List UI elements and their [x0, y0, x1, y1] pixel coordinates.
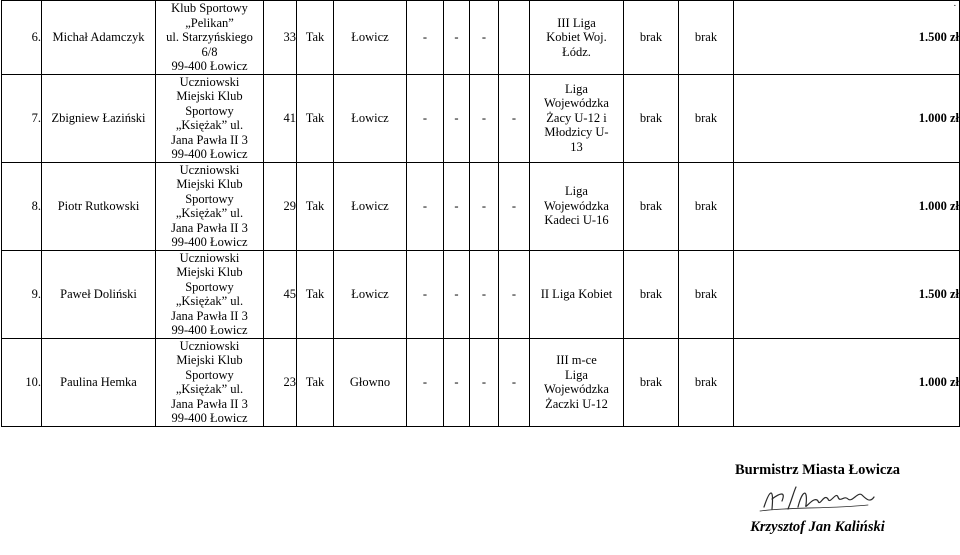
row-number: 9. — [2, 250, 42, 338]
award-amount: 1.000 zł — [734, 162, 960, 250]
dash-cell: - — [499, 162, 530, 250]
club-line: „Księżak” ul. — [175, 294, 244, 308]
row-number: 7. — [2, 74, 42, 162]
league-line: 13 — [570, 139, 583, 154]
club-line: „Pelikan” — [185, 15, 234, 30]
league-line: Kadeci U-16 — [544, 213, 609, 228]
table-row — [2, 1, 960, 75]
club-line: Uczniowski — [179, 250, 240, 265]
award-amount: 1.000 zł — [734, 74, 960, 162]
club-line: Uczniowski — [179, 162, 240, 177]
brak-cell: brak — [679, 1, 734, 75]
city-name: Łowicz — [334, 162, 407, 250]
person-name: Zbigniew Łaziński — [42, 74, 156, 162]
club-address — [156, 1, 264, 75]
city-name: Łowicz — [334, 250, 407, 338]
dash-cell: - — [499, 338, 530, 426]
dash-cell: - — [407, 162, 444, 250]
value-flag: Tak — [297, 162, 334, 250]
value-number: 29 — [264, 162, 297, 250]
dash-cell: - — [499, 74, 530, 162]
club-line: 99-400 Łowicz — [171, 411, 248, 425]
award-amount: 1.500 zł — [734, 250, 960, 338]
league-name — [530, 74, 624, 162]
brak-cell: brak — [679, 250, 734, 338]
club-line: Jana Pawła II 3 — [171, 308, 248, 323]
value-number: 41 — [264, 74, 297, 162]
club-line: Sportowy — [185, 279, 234, 294]
club-line: Miejski Klub — [176, 353, 243, 367]
value-number: 45 — [264, 250, 297, 338]
value-flag: Tak — [297, 1, 334, 75]
dash-cell: - — [499, 250, 530, 338]
city-name: Łowicz — [334, 1, 407, 75]
brak-cell: brak — [624, 162, 679, 250]
league-line: Łódz. — [562, 44, 591, 59]
value-flag: Tak — [297, 338, 334, 426]
dash-cell: - — [470, 1, 499, 75]
club-address — [156, 338, 264, 426]
club-line: „Księżak” ul. — [175, 382, 244, 396]
club-line: Sportowy — [185, 367, 234, 382]
signature-title: Burmistrz Miasta Łowicza — [734, 462, 901, 478]
club-address — [156, 162, 264, 250]
award-amount: 1.000 zł — [734, 338, 960, 426]
awards-table — [1, 0, 960, 427]
league-name — [530, 1, 624, 75]
dash-cell: - — [444, 338, 470, 426]
signatory-name: Krzysztof Jan Kaliński — [750, 519, 885, 535]
dash-cell: - — [407, 250, 444, 338]
league-name — [530, 250, 624, 338]
person-name: Paweł Doliński — [42, 250, 156, 338]
club-line: 99-400 Łowicz — [171, 323, 248, 337]
club-line: 99-400 Łowicz — [171, 235, 248, 249]
league-line: Wojewódzka — [544, 198, 609, 213]
dash-cell: - — [407, 1, 444, 75]
club-address — [156, 74, 264, 162]
table-row — [2, 250, 960, 338]
league-line: Kobiet Woj. — [546, 30, 607, 44]
club-line: Sportowy — [185, 103, 234, 118]
club-line: Miejski Klub — [176, 89, 243, 103]
brak-cell: brak — [679, 74, 734, 162]
club-line: Miejski Klub — [176, 177, 243, 191]
club-line: „Księżak” ul. — [175, 206, 244, 220]
brak-cell: brak — [679, 162, 734, 250]
dash-cell: - — [470, 162, 499, 250]
league-line: Wojewódzka — [544, 96, 609, 111]
table-row — [2, 162, 960, 250]
league-line: Liga — [565, 367, 588, 382]
table-body — [2, 1, 960, 427]
dash-cell: - — [444, 74, 470, 162]
city-name: Łowicz — [334, 74, 407, 162]
league-name — [530, 162, 624, 250]
club-line: Sportowy — [185, 191, 234, 206]
row-number: 10. — [2, 338, 42, 426]
value-flag: Tak — [297, 74, 334, 162]
person-name: Piotr Rutkowski — [42, 162, 156, 250]
signature-block — [730, 462, 905, 536]
dash-cell: - — [444, 162, 470, 250]
person-name: Paulina Hemka — [42, 338, 156, 426]
club-line: Klub Sportowy — [171, 1, 248, 15]
club-line: Jana Pawła II 3 — [171, 396, 248, 411]
club-line: Miejski Klub — [176, 265, 243, 279]
table-row — [2, 338, 960, 426]
value-number: 33 — [264, 1, 297, 75]
dash-cell: - — [470, 250, 499, 338]
club-line: 6/8 — [201, 44, 218, 59]
value-number: 23 — [264, 338, 297, 426]
club-address — [156, 250, 264, 338]
league-line: Liga — [565, 184, 588, 199]
dash-cell: - — [470, 338, 499, 426]
club-line: Jana Pawła II 3 — [171, 132, 248, 147]
league-line: Liga — [565, 81, 588, 96]
value-flag: Tak — [297, 250, 334, 338]
row-number: 8. — [2, 162, 42, 250]
dash-cell — [499, 1, 530, 75]
club-line: „Księżak” ul. — [175, 118, 244, 132]
club-line: Uczniowski — [179, 74, 240, 89]
brak-cell: brak — [624, 250, 679, 338]
brak-cell: brak — [624, 338, 679, 426]
club-line: Uczniowski — [179, 338, 240, 353]
row-number: 6. — [2, 1, 42, 75]
brak-cell: brak — [624, 1, 679, 75]
city-name: Głowno — [334, 338, 407, 426]
dash-cell: - — [444, 1, 470, 75]
dash-cell: - — [470, 74, 499, 162]
corner-mark: . — [953, 0, 956, 8]
dash-cell: - — [444, 250, 470, 338]
award-amount: 1.500 zł — [734, 1, 960, 75]
brak-cell: brak — [624, 74, 679, 162]
league-line: III Liga — [557, 15, 596, 30]
league-line: II Liga Kobiet — [540, 286, 613, 301]
dash-cell: - — [407, 74, 444, 162]
league-line: Młodzicy U- — [544, 125, 609, 140]
league-line: III m-ce — [556, 353, 597, 367]
club-line: ul. Starzyńskiego — [166, 30, 253, 44]
table-row — [2, 74, 960, 162]
dash-cell: - — [407, 338, 444, 426]
league-line: Wojewódzka — [544, 382, 609, 396]
person-name: Michał Adamczyk — [42, 1, 156, 75]
brak-cell: brak — [679, 338, 734, 426]
handwritten-signature — [758, 481, 878, 517]
league-line: Żacy U-12 i — [546, 110, 607, 125]
club-line: 99-400 Łowicz — [171, 59, 248, 73]
league-line: Żaczki U-12 — [545, 396, 608, 411]
league-name — [530, 338, 624, 426]
club-line: Jana Pawła II 3 — [171, 220, 248, 235]
club-line: 99-400 Łowicz — [171, 147, 248, 161]
